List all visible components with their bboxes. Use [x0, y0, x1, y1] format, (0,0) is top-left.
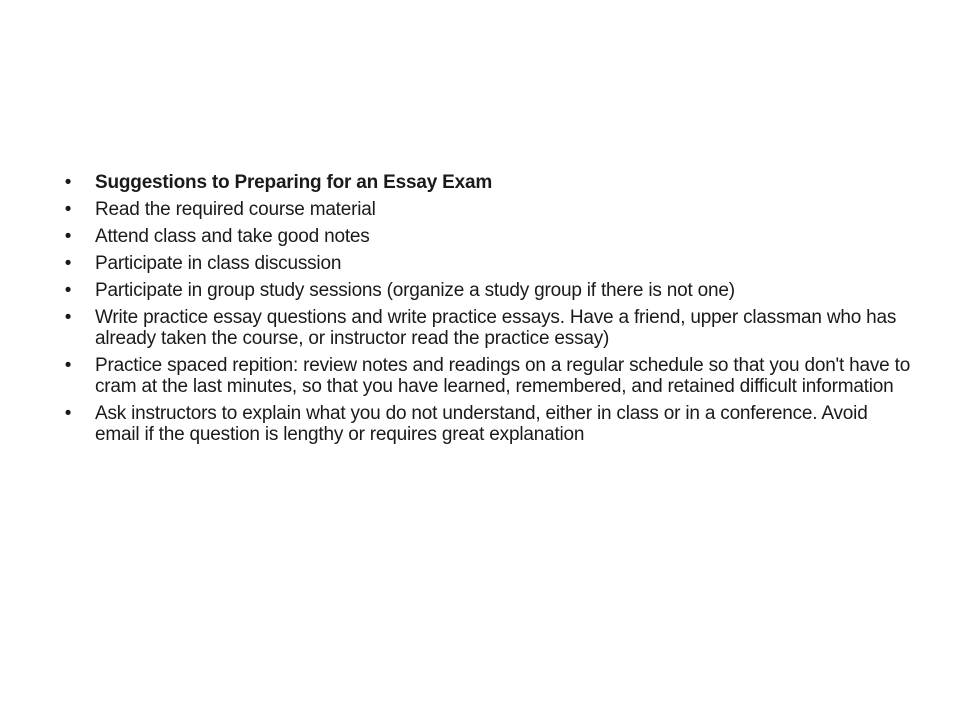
list-item [62, 355, 912, 397]
list-item-text: Write practice essay questions and write practice essays. Have a friend, upper classman who has already taken the course, or instructor read the practice essay) [95, 307, 897, 349]
list-item-text: Attend class and take good notes [95, 226, 370, 247]
bullet-icon: • [64, 280, 72, 301]
bullet-icon: • [64, 172, 72, 193]
bullet-icon: • [64, 307, 72, 328]
bullet-icon: • [64, 253, 72, 274]
list-item-text: Practice spaced repition: review notes and readings on a regular schedule so that you don't have to cram at the last minutes, so that you have learned, remembered, and retained difficult information [95, 355, 911, 397]
list-item-text: Participate in group study sessions (organize a study group if there is not one) [95, 280, 735, 301]
bullet-icon: • [64, 403, 72, 424]
bullet-icon: • [64, 355, 72, 376]
list-item [62, 226, 912, 247]
list-item [62, 253, 912, 274]
heading-text: Suggestions to Preparing for an Essay Exam [95, 172, 493, 193]
list-item-text: Participate in class discussion [95, 253, 342, 274]
list-item-text: Read the required course material [95, 199, 376, 220]
bullet-list [62, 172, 912, 451]
list-item-text: Ask instructors to explain what you do not understand, either in class or in a conference. Avoid email if the question is lengthy or requires great explanation [95, 403, 868, 445]
list-item [62, 199, 912, 220]
list-item [62, 403, 912, 445]
list-item [62, 307, 912, 349]
bullet-icon: • [64, 199, 72, 220]
list-item [62, 280, 912, 301]
list-item-heading [62, 172, 912, 193]
bullet-icon: • [64, 226, 72, 247]
